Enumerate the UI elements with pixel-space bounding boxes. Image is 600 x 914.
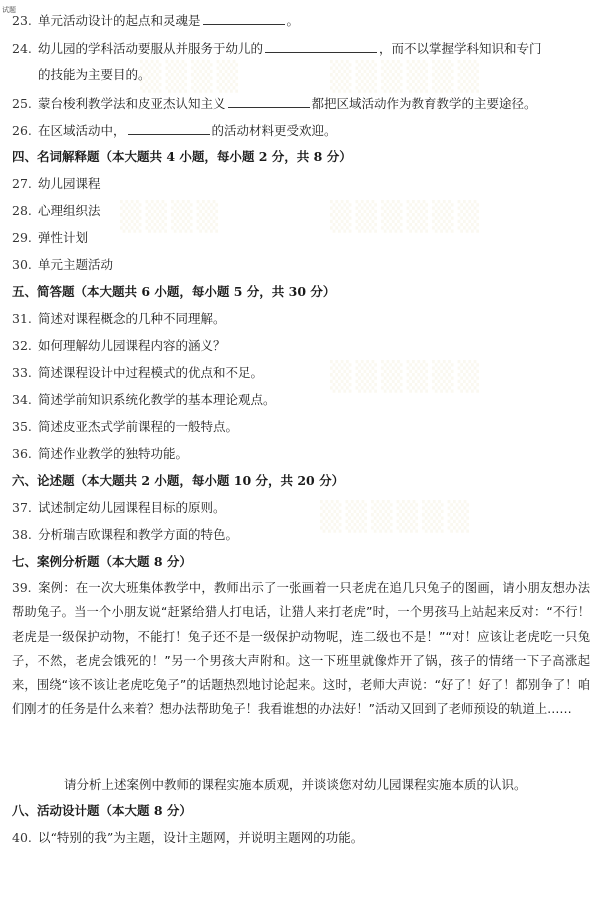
answer-blank: [265, 40, 377, 53]
question-number: 35.: [12, 419, 32, 434]
question-text: 以“特别的我”为主题，设计主题网，并说明主题网的功能。: [38, 830, 364, 845]
question-37: [12, 500, 590, 516]
question-number: 24.: [12, 41, 32, 56]
question-number: 27.: [12, 176, 32, 191]
question-text: 简述课程设计中过程模式的优点和不足。: [38, 365, 264, 380]
question-25: [12, 95, 590, 112]
watermark: ▒▒▒▒▒▒: [320, 500, 474, 533]
corner-mark: 试题: [2, 6, 16, 14]
question-text: 试述制定幼儿园课程目标的原则。: [38, 500, 226, 515]
question-36: [12, 446, 590, 462]
watermark: ▒▒▒▒▒▒: [330, 60, 484, 93]
question-24-continued: [12, 67, 590, 83]
question-text: 弹性计划: [38, 230, 89, 245]
question-34: [12, 392, 590, 408]
case-paragraph: [12, 576, 590, 722]
section-title-8: 八、活动设计题（本大题 8 分）: [12, 803, 192, 818]
question-number: 31.: [12, 311, 32, 326]
question-35: [12, 419, 590, 435]
question-number: 26.: [12, 123, 32, 138]
section-title-7: 七、案例分析题（本大题 8 分）: [12, 554, 192, 569]
section-title-5: 五、简答题（本大题共 6 小题，每小题 5 分，共 30 分）: [12, 284, 336, 299]
question-27: [12, 176, 590, 192]
question-number: 36.: [12, 446, 32, 461]
question-text-tail: 的活动材料更受欢迎。: [211, 123, 337, 138]
question-text-tail: 都把区域活动作为教育教学的主要途径。: [311, 96, 537, 111]
question-29: [12, 230, 590, 246]
section-title-6: 六、论述题（本大题共 2 小题，每小题 10 分，共 20 分）: [12, 473, 345, 488]
question-38: [12, 527, 590, 543]
question-text: 蒙台梭利教学法和皮亚杰认知主义: [38, 96, 226, 111]
question-number: 37.: [12, 500, 32, 515]
question-number: 38.: [12, 527, 32, 542]
question-text: 分析瑞吉欧课程和教学方面的特色。: [38, 527, 239, 542]
question-text: 简述学前知识系统化教学的基本理论观点。: [38, 392, 276, 407]
question-number: 34.: [12, 392, 32, 407]
question-33: [12, 365, 590, 381]
question-number: 40.: [12, 830, 32, 845]
question-text-tail: 。: [286, 13, 300, 28]
question-number: 32.: [12, 338, 32, 353]
question-number: 23.: [12, 13, 32, 28]
case-prompt: 请分析上述案例中教师的课程实施本质观，并谈谈您对幼儿园课程实施本质的认识。: [64, 777, 527, 792]
question-number: 30.: [12, 257, 32, 272]
watermark: ▒▒▒▒▒▒: [330, 200, 484, 233]
answer-blank: [203, 12, 285, 25]
watermark: ▒▒▒▒▒▒: [330, 360, 484, 393]
question-text: 幼儿园课程: [38, 176, 101, 191]
case-text: 案例：在一次大班集体教学中，教师出示了一张画着一只老虎在追几只兔子的图画，请小朋友想办法帮助兔子。当一个小朋友说“赶紧给猎人打电话，让猎人来打老虎”时，一个男孩马上站起来反对：“不行！老虎是一级保护动物，不能打！兔子还不是一级保护动物呢，连二级也不是！”“对！应该让老虎吃一只兔子，不然，老虎会饿死的！”另一个男孩大声附和。这一下班里就像炸开了锅，孩子的情绪一下子高涨起来，围绕“该不该让老虎吃兔子”的话题热烈地讨论起来。这时，老师大声说：“好了！好了！都别争了！咱们刚才的任务是什么来着？想办法帮助兔子！我看谁想的办法好！”活动又回到了老师预设的轨道上……: [12, 581, 590, 717]
question-number: 29.: [12, 230, 32, 245]
question-31: [12, 311, 590, 327]
question-24: [12, 40, 590, 57]
watermark: ▒▒▒▒: [120, 200, 223, 233]
question-text: 在区域活动中，: [38, 123, 126, 138]
question-text: 单元活动设计的起点和灵魂是: [38, 13, 201, 28]
watermark: ▒▒▒▒: [140, 60, 243, 93]
question-text-tail: ，而不以掌握学科知识和专门: [379, 41, 542, 56]
question-32: [12, 338, 590, 354]
question-number: 33.: [12, 365, 32, 380]
question-number: 28.: [12, 203, 32, 218]
answer-blank: [228, 95, 310, 108]
question-30: [12, 257, 590, 273]
question-text: 单元主题活动: [38, 257, 114, 272]
question-28: [12, 203, 590, 219]
question-text: 幼儿园的学科活动要服从并服务于幼儿的: [38, 41, 264, 56]
question-text: 如何理解幼儿园课程内容的涵义？: [38, 338, 226, 353]
question-23: [12, 12, 590, 29]
question-text: 心理组织法: [38, 203, 101, 218]
question-number: 25.: [12, 96, 32, 111]
question-text: 简述作业教学的独特功能。: [38, 446, 189, 461]
section-title-4: 四、名词解释题（本大题共 4 小题，每小题 2 分，共 8 分）: [12, 149, 352, 164]
answer-blank: [128, 122, 210, 135]
question-number: 39.: [12, 581, 32, 595]
question-26: [12, 122, 590, 139]
question-text: 的技能为主要目的。: [38, 67, 151, 82]
question-text: 简述对课程概念的几种不同理解。: [38, 311, 226, 326]
question-text: 简述皮亚杰式学前课程的一般特点。: [38, 419, 239, 434]
question-40: [12, 830, 590, 846]
